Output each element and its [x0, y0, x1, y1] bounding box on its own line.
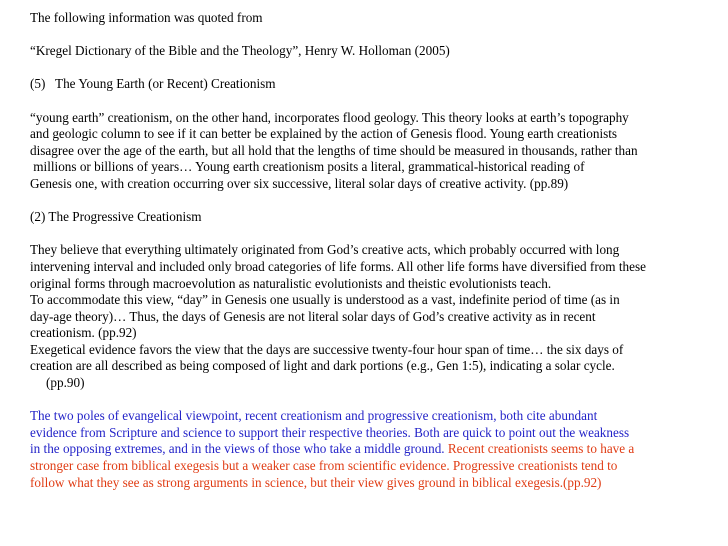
summary-line: evidence from Scripture and science to support their respective theories. Both are quick to point out the weakness [30, 424, 630, 440]
progressive-line: creation are all described as being composed of light and dark portions (e.g., Gen 1:5), indicating a solar cycle. [30, 358, 615, 374]
young-earth-line: millions or billions of years… Young earth creationism posits a literal, grammatical-historical reading of [30, 159, 585, 175]
progressive-line: They believe that everything ultimately originated from God’s creative acts, which probably occurred with long [30, 242, 620, 258]
young-earth-line: and geologic column to see if it can better be explained by the action of Genesis flood. Young earth creationists [30, 126, 618, 142]
blank-line [30, 226, 720, 243]
young-earth-heading: (5) The Young Earth (or Recent) Creationism [30, 76, 276, 92]
blank-line [30, 392, 720, 409]
summary-line: stronger case from biblical exegesis but a weaker case from scientific evidence. Progressive creationists tend to [30, 458, 618, 474]
summary-line: follow what they see as strong arguments in science, but their view gives ground in biblical exegesis.(pp.92) [30, 474, 602, 490]
progressive-line: intervening interval and included only broad categories of life forms. All other life forms have diversified from these [30, 258, 646, 274]
young-earth-line: “young earth” creationism, on the other hand, incorporates flood geology. This theory looks at earth’s topography [30, 109, 629, 125]
summary-line-mixed [30, 441, 720, 458]
blank-line [30, 27, 720, 44]
blank-line [30, 60, 720, 77]
progressive-line: original forms through macroevolution as naturalistic evolutionists and theistic evolutionists teach. [30, 275, 552, 291]
source-citation: “Kregel Dictionary of the Bible and the Theology”, Henry W. Holloman (2005) [30, 43, 450, 59]
progressive-line: creationism. (pp.92) [30, 325, 137, 341]
progressive-heading: (2) The Progressive Creationism [30, 209, 202, 225]
progressive-line: day-age theory)… Thus, the days of Genesis are not literal solar days of God’s creative activity as in recent [30, 308, 596, 324]
young-earth-line: Genesis one, with creation occurring over six successive, literal solar days of creative activity. (pp.89) [30, 175, 569, 191]
progressive-page-ref: (pp.90) [46, 375, 85, 391]
progressive-line: To accommodate this view, “day” in Genesis one usually is understood as a vast, indefinite period of time (as in [30, 292, 620, 308]
summary-blue-segment: in the opposing extremes, and in the views of those who take a middle ground. [30, 441, 445, 457]
summary-line: The two poles of evangelical viewpoint, recent creationism and progressive creationism, both cite abundant [30, 408, 598, 424]
source-intro: The following information was quoted from [30, 10, 263, 25]
progressive-line: Exegetical evidence favors the view that the days are successive twenty-four hour span of time… the six days of [30, 341, 624, 357]
young-earth-line: disagree over the age of the earth, but all hold that the lengths of time should be measured in thousands, rather than [30, 142, 638, 158]
blank-line [30, 193, 720, 210]
document-body [30, 10, 720, 491]
summary-red-segment: Recent creationists seems to have a [444, 441, 635, 457]
blank-line [30, 93, 720, 110]
